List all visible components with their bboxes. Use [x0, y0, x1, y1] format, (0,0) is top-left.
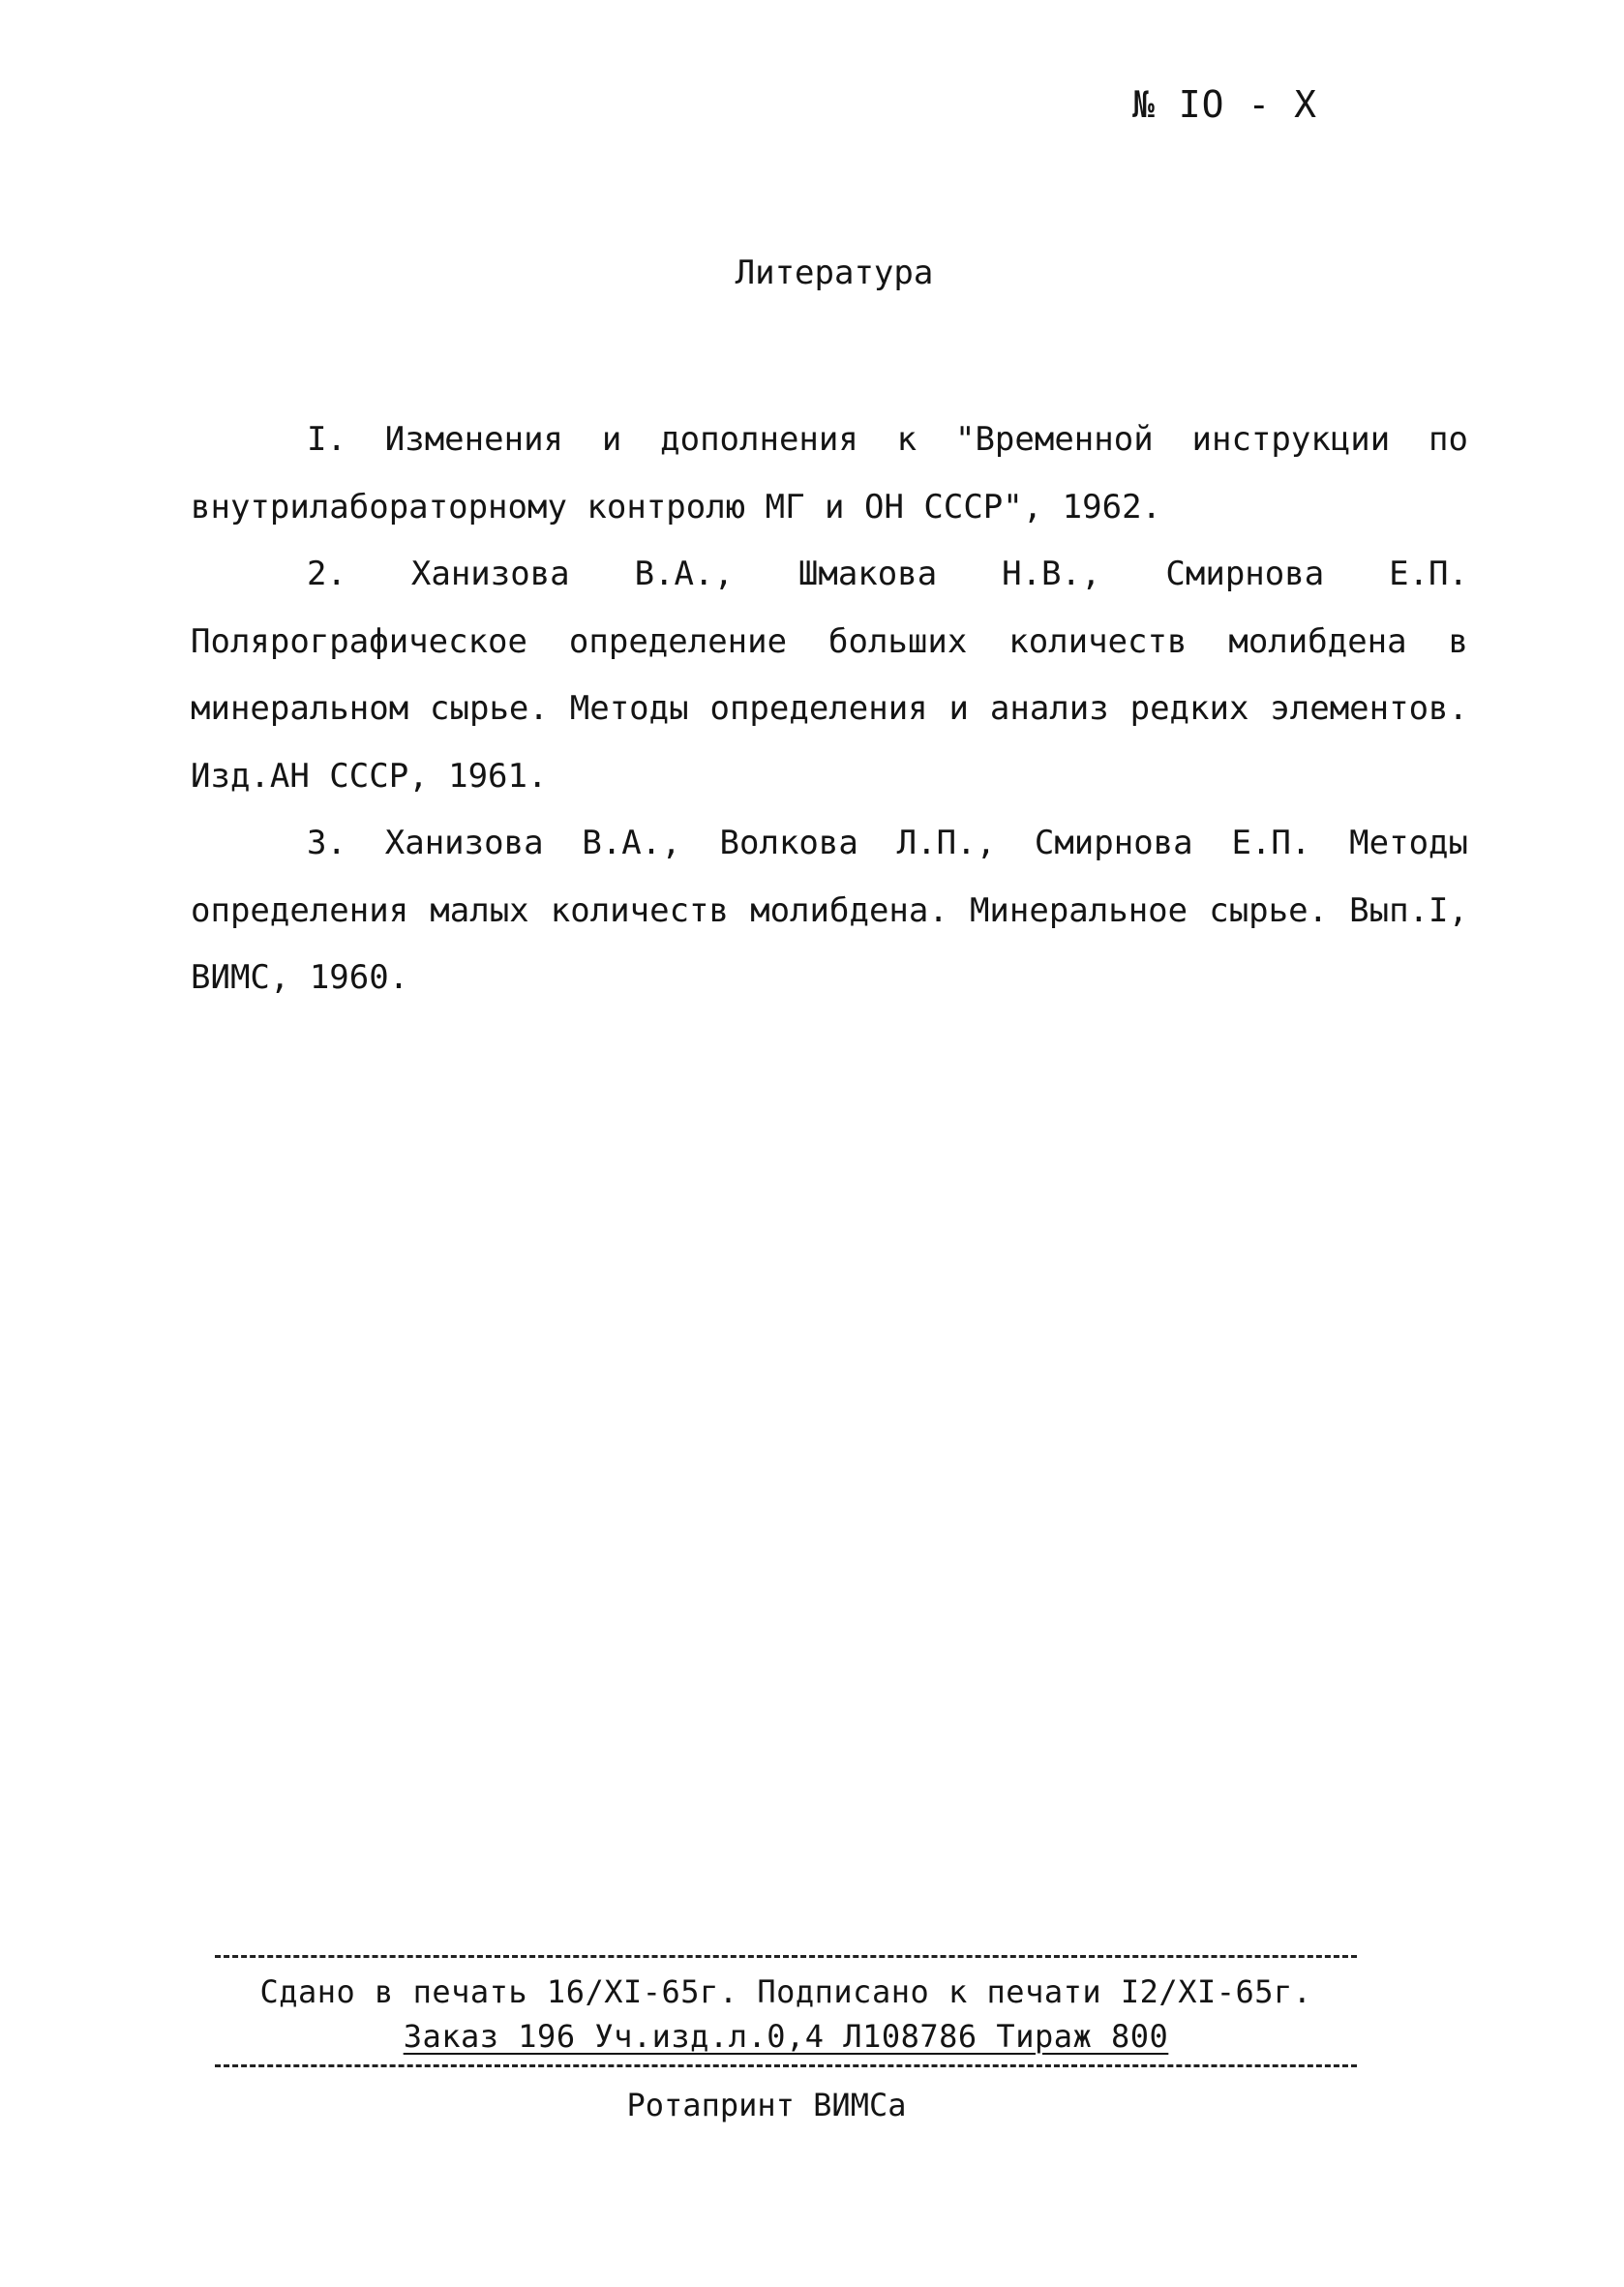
reference-item: 3. Ханизова В.А., Волкова Л.П., Смирнова Е.П. Методы определения малых количеств молибдена. Минеральное сырье. Вып.I, ВИМС, 1960.	[191, 824, 1468, 997]
reference-item: 2. Ханизова В.А., Шмакова Н.В., Смирнова Е.П. Полярографическое определение больших количеств молибдена в минеральном сырье. Методы определения и анализ редких элементов. Изд.АН СССР, 1961.	[191, 555, 1468, 796]
divider-bottom	[215, 2064, 1357, 2067]
press-name: Ротапринт ВИМСа	[626, 2087, 907, 2123]
order-details: Заказ 196 Уч.изд.л.0,4 Л108786 Тираж 800	[403, 2018, 1169, 2055]
document-number: № IO - X	[1132, 83, 1318, 126]
reference-list	[191, 406, 1468, 1012]
reference-item: I. Изменения и дополнения к "Временной инструкции по внутрилабораторному контролю МГ и ОН СССР", 1962.	[191, 420, 1468, 527]
imprint-block	[215, 1955, 1357, 2123]
section-heading: Литература	[735, 254, 934, 292]
print-dates: Сдано в печать 16/XI-65г. Подписано к печати I2/XI-65г.	[259, 1973, 1312, 2010]
divider-top	[215, 1955, 1357, 1958]
